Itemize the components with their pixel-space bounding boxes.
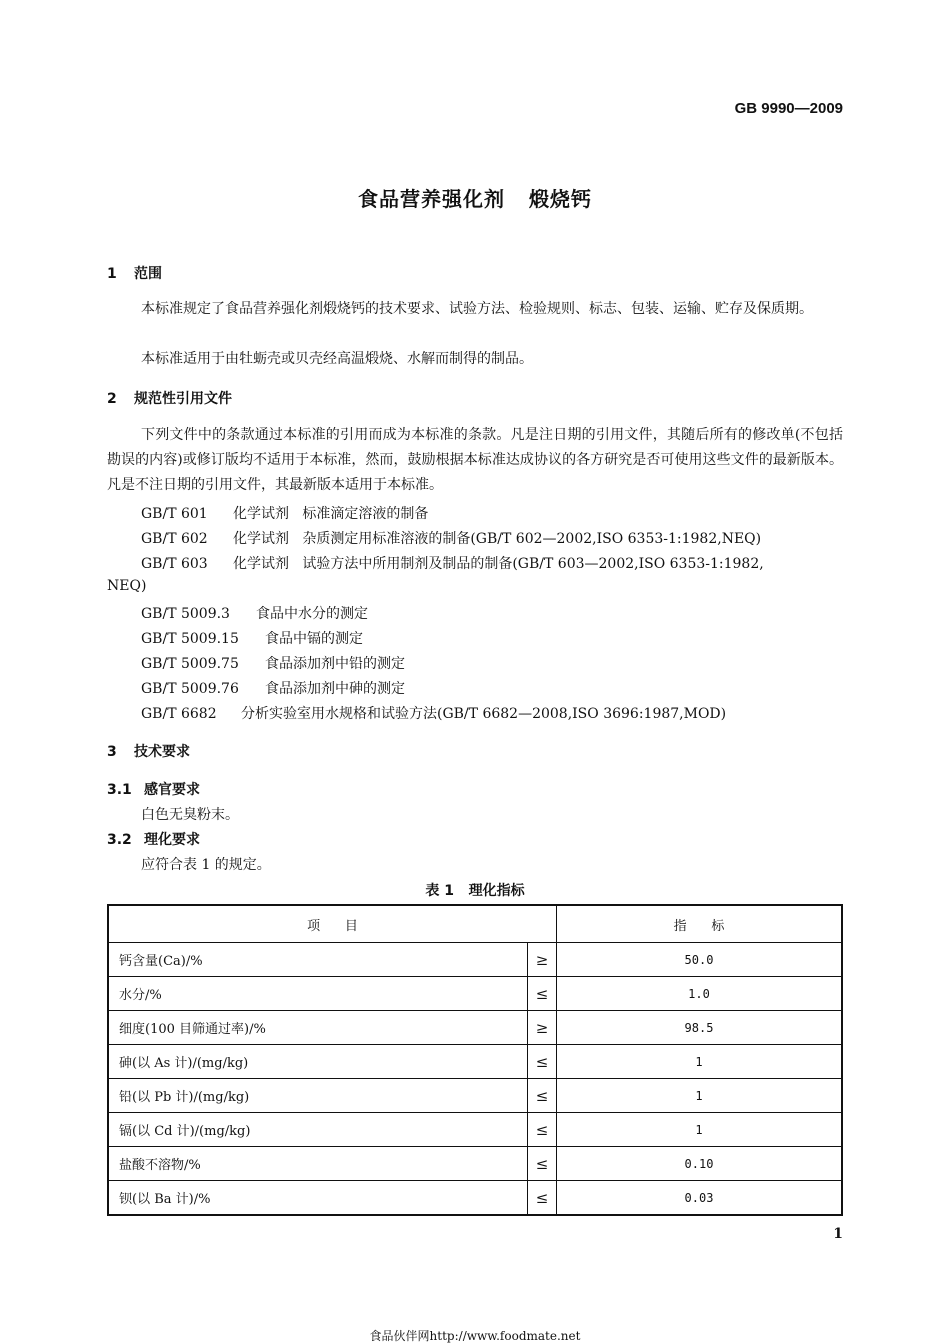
subsection-title: 感官要求 (144, 782, 200, 798)
row-item: 砷(以 As 计)/(mg/kg) (108, 1045, 528, 1079)
reference-continuation (107, 578, 146, 594)
row-operator: ≤ (528, 1113, 557, 1147)
reference-item (141, 653, 405, 673)
reference-code: GB/T 5009.75 (141, 656, 239, 672)
reference-title: 化学试剂 标准滴定溶液的制备 (233, 506, 429, 522)
row-item: 镉(以 Cd 计)/(mg/kg) (108, 1113, 528, 1147)
row-operator: ≤ (528, 1181, 557, 1216)
standard-number: GB 9990—2009 (734, 100, 843, 117)
reference-code: GB/T 603 (141, 556, 208, 572)
reference-item (141, 678, 405, 698)
table-row (108, 1011, 842, 1045)
reference-item (141, 528, 761, 548)
reference-title: 食品中镉的测定 (265, 631, 363, 647)
footer-watermark: 食品伙伴网http://www.foodmate.net (369, 1329, 581, 1343)
reference-item (141, 628, 363, 648)
section-1-heading (107, 263, 162, 283)
reference-code: GB/T 5009.15 (141, 631, 239, 647)
table-header-row (108, 905, 842, 943)
table-row (108, 977, 842, 1011)
section-title: 范围 (134, 266, 162, 282)
table-row (108, 1045, 842, 1079)
row-item: 水分/% (108, 977, 528, 1011)
table-row (108, 1113, 842, 1147)
row-value: 1 (557, 1079, 843, 1113)
reference-code: GB/T 5009.3 (141, 606, 230, 622)
table-row (108, 943, 842, 977)
header-value: 指 标 (557, 905, 843, 943)
section-title: 规范性引用文件 (134, 391, 232, 407)
subsection-number: 3.2 (107, 832, 132, 848)
section-number: 2 (107, 391, 117, 407)
row-value: 98.5 (557, 1011, 843, 1045)
row-operator: ≤ (528, 1079, 557, 1113)
row-value: 1.0 (557, 977, 843, 1011)
row-operator: ≥ (528, 1011, 557, 1045)
reference-title: 食品添加剂中砷的测定 (265, 681, 405, 697)
section-1-paragraph-2: 本标准适用于由牡蛎壳或贝壳经高温煅烧、水解而制得的制品。 (141, 351, 533, 367)
section-number: 1 (107, 266, 117, 282)
subsection-3-1-heading (107, 779, 200, 799)
reference-code: GB/T 6682 (141, 706, 217, 722)
physicochemical-table (107, 904, 843, 1216)
reference-code: NEQ) (107, 578, 147, 594)
section-number: 3 (107, 744, 117, 760)
table-row (108, 1079, 842, 1113)
row-value: 1 (557, 1045, 843, 1079)
reference-code: GB/T 602 (141, 531, 208, 547)
reference-item (141, 553, 764, 573)
row-value: 0.10 (557, 1147, 843, 1181)
reference-item (141, 703, 726, 723)
reference-item (141, 603, 368, 623)
reference-title: 化学试剂 试验方法中所用制剂及制品的制备(GB/T 603—2002,ISO 6353-1:1982, (233, 556, 764, 572)
section-3-heading (107, 741, 190, 761)
reference-title: 食品中水分的测定 (256, 606, 368, 622)
section-1-paragraph-1: 本标准规定了食品营养强化剂煅烧钙的技术要求、试验方法、检验规则、标志、包装、运输、贮存及保质期。 (141, 301, 813, 317)
reference-code: GB/T 5009.76 (141, 681, 239, 697)
row-item: 铅(以 Pb 计)/(mg/kg) (108, 1079, 528, 1113)
section-title: 技术要求 (134, 744, 190, 760)
table-caption: 表 1 理化指标 (425, 883, 525, 899)
subsection-3-1-text: 白色无臭粉末。 (141, 807, 239, 823)
reference-item (141, 503, 428, 523)
row-item: 钙含量(Ca)/% (108, 943, 528, 977)
row-operator: ≤ (528, 977, 557, 1011)
subsection-3-2-heading (107, 829, 200, 849)
section-2-paragraph: 下列文件中的条款通过本标准的引用而成为本标准的条款。凡是注日期的引用文件，其随后所有的修改单(不包括勘误的内容)或修订版均不适用于本标准，然而，鼓励根据本标准达成协议的各方研究是否可使用这些文件的最新版本。凡是不注日期的引用文件，其最新版本适用于本标准。 (107, 427, 843, 493)
row-operator: ≤ (528, 1147, 557, 1181)
reference-title: 化学试剂 杂质测定用标准溶液的制备(GB/T 602—2002,ISO 6353-1:1982,NEQ) (233, 531, 762, 547)
reference-title: 食品添加剂中铅的测定 (265, 656, 405, 672)
row-operator: ≤ (528, 1045, 557, 1079)
document-title: 食品营养强化剂 煅烧钙 (358, 187, 592, 211)
reference-code: GB/T 601 (141, 506, 208, 522)
row-value: 0.03 (557, 1181, 843, 1216)
row-item: 盐酸不溶物/% (108, 1147, 528, 1181)
row-value: 1 (557, 1113, 843, 1147)
table-row (108, 1181, 842, 1216)
subsection-number: 3.1 (107, 782, 132, 798)
header-item: 项 目 (108, 905, 557, 943)
row-item: 钡(以 Ba 计)/% (108, 1181, 528, 1216)
subsection-3-2-text: 应符合表 1 的规定。 (141, 857, 271, 873)
row-operator: ≥ (528, 943, 557, 977)
page-number: 1 (833, 1226, 843, 1242)
row-item: 细度(100 目筛通过率)/% (108, 1011, 528, 1045)
subsection-title: 理化要求 (144, 832, 200, 848)
section-2-heading (107, 388, 232, 408)
reference-title: 分析实验室用水规格和试验方法(GB/T 6682—2008,ISO 3696:1987,MOD) (241, 706, 727, 722)
row-value: 50.0 (557, 943, 843, 977)
table-row (108, 1147, 842, 1181)
